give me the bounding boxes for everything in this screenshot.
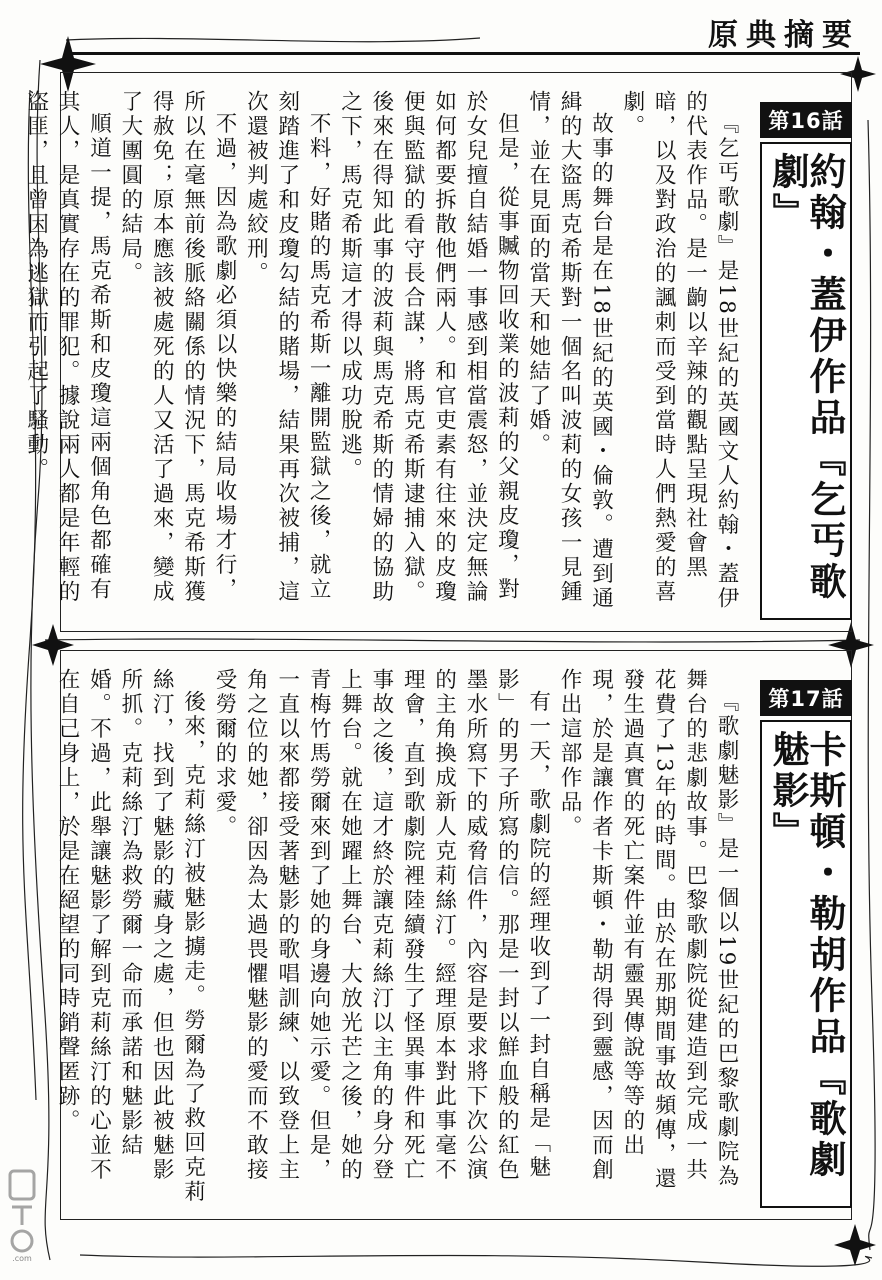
paragraph: 不過，因為歌劇必須以快樂的結局收場才行，所以在毫無前後脈絡關係的情況下，馬克希斯獲得赦免；原本應該被處死的人又活了過來，變成了大團圓的結局。 <box>117 90 237 605</box>
episode-16-panel <box>23 72 852 632</box>
paragraph: 但是，從事贓物回收業的波莉的父親皮瓊，對於女兒擅自結婚一事感到相當震怒，並決定無論如何都要拆散他們兩人。和官吏素有往來的皮瓊便與監獄的看守長合謀，將馬克希斯逮捕入獄。後來在得知此事的波莉與馬克希斯的情婦的協助之下，馬克希斯這才得以成功脫逃。 <box>337 90 520 605</box>
paragraph: 後來，克莉絲汀被魅影擄走。勞爾為了救回克莉絲汀，找到了魅影的藏身之處，但也因此被魅影所抓。克莉絲汀為救勞爾一命而承諾和魅影結婚。不過，此舉讓魅影了解到克莉絲汀的心並不在自己身上，於是在絕望的同時銷聲匿跡。 <box>55 668 206 1204</box>
episode-body <box>23 90 742 618</box>
paragraph: 『乞丐歌劇』是18世紀的英國文人約翰・蓋伊的代表作品。是一齣以辛辣的觀點呈現社會黑暗，以及對政治的諷刺而受到當時人們熱愛的喜劇。 <box>619 90 739 611</box>
paragraph: 『歌劇魅影』是一個以19世紀的巴黎歌劇院為舞台的悲劇故事。巴黎歌劇院從建造到完成一共花費了13年的時間。由於在那期間事故頻傳，還發生過真實的死亡案件並有靈異傳說等等的出現，於是讓作者卡斯頓・勒胡得到靈感，因而創作出這部作品。 <box>557 668 739 1192</box>
episode-17-panel <box>55 650 852 1220</box>
episode-badge: 第17話 <box>760 680 852 716</box>
episode-title: 卡斯頓・勒胡作品『歌劇魅影』 <box>760 720 852 1208</box>
paragraph: 不料，好賭的馬克希斯一離開監獄之後，就立刻踏進了和皮瓊勾結的賭場，結果再次被捕，這次還被判處絞刑。 <box>243 90 332 605</box>
episode-title: 約翰・蓋伊作品『乞丐歌劇』 <box>760 142 852 620</box>
paragraph: 有一天，歌劇院的經理收到了一封自稱是「魅影」的男子所寫的信。那是一封以鮮血般的紅色墨水所寫下的威脅信件，內容是要求將下次公演的主角換成新人克莉絲汀。經理原本對此事毫不理會，直到歌劇院裡陸續發生了怪異事件和死亡事故之後，這才終於讓克莉絲汀以主角的身分登上舞台。就在她躍上舞台、大放光芒之後，她的青梅竹馬勞爾來到了她的身邊向她示愛。但是，一直以來都接受著魅影的歌唱訓練、以致登上主角之位的她，卻因為太過畏懼魅影的愛而不敢接受勞爾的求愛。 <box>212 668 551 1183</box>
episode-title-box <box>760 680 852 1208</box>
page-title: 原典摘要 <box>708 18 860 53</box>
svg-text:.com: .com <box>12 1254 32 1263</box>
paragraph: 故事的舞台是在18世紀的英國・倫敦。遭到通緝的大盜馬克希斯對一個名叫波莉的女孩一見鍾情，並在見面的當天和她結了婚。 <box>525 90 614 611</box>
episode-body <box>55 668 742 1206</box>
paragraph: 順道一提，馬克希斯和皮瓊這兩個角色都確有其人，是真實存在的罪犯。據說兩人都是年輕的盜匪，且曾因為逃獄而引起了騷動。 <box>23 90 112 605</box>
header-rule <box>70 52 860 55</box>
episode-title-box <box>760 102 852 620</box>
episode-badge: 第16話 <box>760 102 852 138</box>
site-watermark-logo <box>2 1169 42 1264</box>
